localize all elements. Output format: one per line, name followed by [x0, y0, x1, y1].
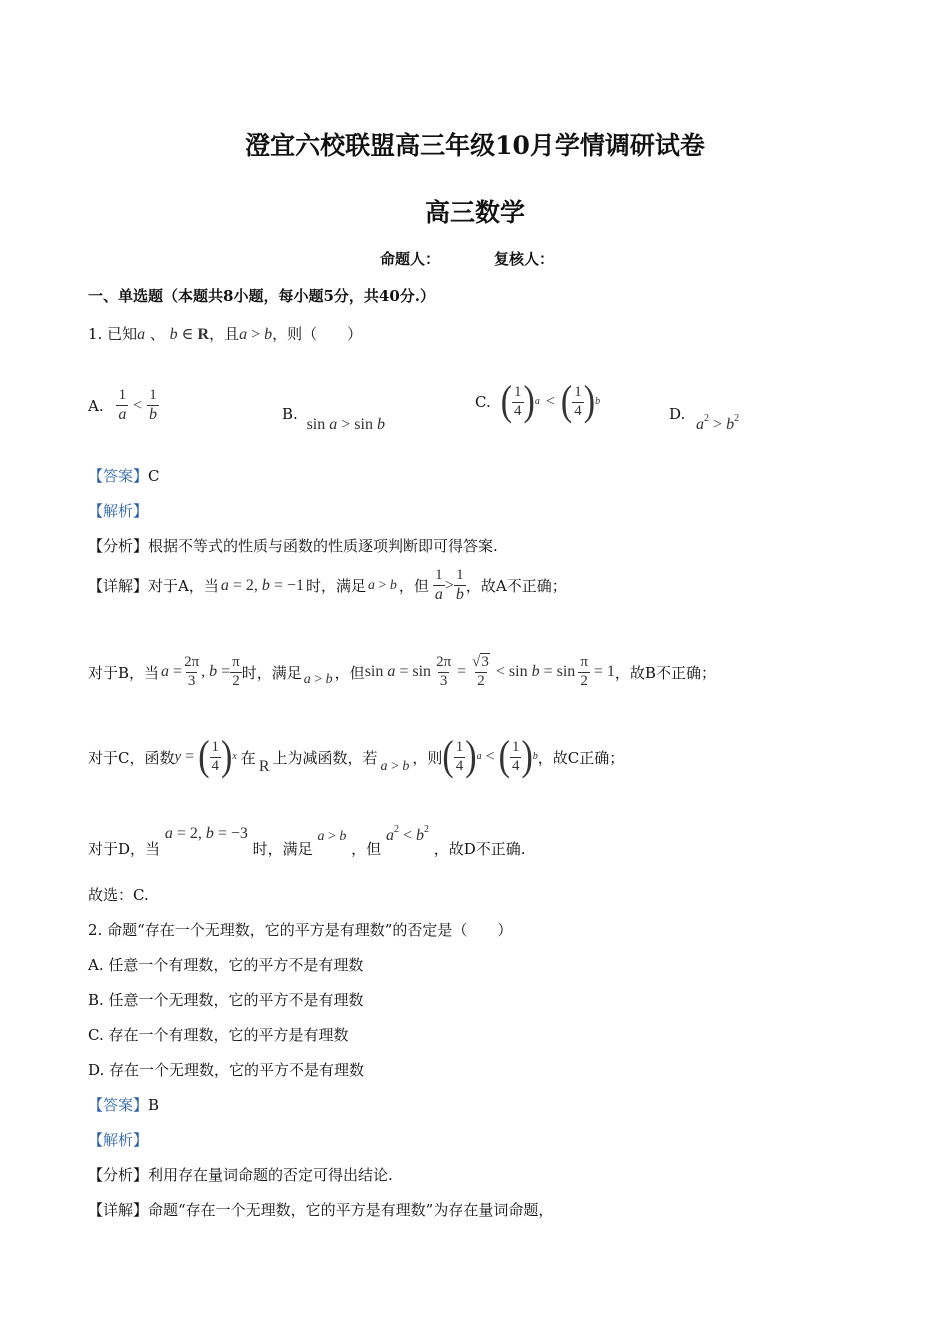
q2-answer — [88, 1094, 159, 1115]
q1-detail-c-text-3: 上为减函数，若 — [272, 748, 378, 767]
q1-detail-c: 对于C，函数 y = ( $\frac{1}{4}$ ) x 在 R 上为减函数，若 a > b ，则 ( $\frac{1}{4}$ ) a < ( $\frac{1}{4}$ ) b ，故C正确； — [88, 733, 625, 780]
q1-detail-a-text-3: ，但 — [398, 577, 429, 596]
q2-option-b: B. 任意一个无理数，它的平方不是有理数 — [88, 991, 364, 1009]
q1-stem: 1. 已知a 、 b ∈ R，且a > b，则（ ） — [88, 325, 363, 343]
q1-detail-d-text-2: 时，满足 — [252, 840, 313, 858]
q1-detail-b-text-2: 时，满足 — [241, 663, 302, 682]
q1-detail-c-text-5: ，故C正确； — [537, 748, 625, 767]
q1-option-c-label: C. — [475, 393, 491, 412]
reviewer-label: 复核人： — [494, 250, 555, 268]
q1-detail-b-text-1: 对于B，当 — [88, 663, 160, 682]
q1-detail-a: 【详解】 对于A，当 a = 2, b = −1 时，满足 a > b ，但 $\frac{1}{a}$ > $\frac{1}{b}$ ，故A不正确； — [88, 567, 567, 603]
q1-set-condition: b — [169, 326, 178, 343]
q1-condition: a — [239, 326, 248, 343]
q1-option-b: B. sin a > sin b — [282, 405, 385, 433]
q1-option-d-label: D. — [669, 405, 686, 423]
q1-detail-c-text-4: ，则 — [412, 748, 443, 767]
q1-detail-c-text-1: 对于C，函数 — [88, 748, 175, 767]
q2-option-d: D. 存在一个无理数，它的平方不是有理数 — [88, 1061, 365, 1079]
q1-detail-b-text-3: ，但 — [334, 663, 365, 682]
q1-stem-text-c: ，则（ ） — [272, 325, 363, 343]
q2-stem: 2. 命题“存在一个无理数，它的平方是有理数”的否定是（ ） — [88, 921, 513, 939]
q1-option-a-label: A. — [88, 396, 104, 415]
q1-detail-a-text-2: 时，满足 — [305, 577, 366, 596]
q1-detail-c-domain: R — [258, 758, 270, 776]
q2-explain-tag: 【解析】 — [88, 1131, 149, 1149]
q2-option-a: A. 任意一个有理数，它的平方不是有理数 — [88, 956, 364, 974]
q1-option-b-label: B. — [282, 405, 298, 423]
q1-detail-b: 对于B，当 a = $\frac{2\pi}{3}$ , b = $\frac{\pi}{2}$ 时，满足 a > b ，但 sin a = sin $\frac{2\pi}{3}$ = $\frac{√3}{2}$ < sin b = sin $\frac{\pi}{2}$ = 1 ，故B不正确； — [88, 654, 716, 689]
q2-option-c: C. 存在一个有理数，它的平方是有理数 — [88, 1026, 349, 1044]
q1-conclusion: 故选：C. — [88, 886, 149, 904]
q1-detail-d-text-4: ，故D不正确. — [433, 840, 526, 858]
q2-detail — [88, 1199, 553, 1220]
q1-analysis-tag: 【分析】 — [88, 537, 149, 555]
q1-option-d: D. $a^2 > b^2$ — [669, 405, 740, 433]
q1-detail-d-text-1: 对于D，当 — [88, 840, 161, 858]
q1-analysis — [88, 535, 498, 556]
q1-stem-text-a: 1. 已知 — [88, 325, 138, 343]
exam-title: 澄宜六校联盟高三年级10月学情调研试卷 — [245, 131, 705, 160]
q2-detail-text: 命题“存在一个无理数，它的平方是有理数”为存在量词命题， — [148, 1201, 554, 1219]
q2-analysis-text: 利用存在量词命题的否定可得出结论. — [148, 1166, 393, 1184]
q2-analysis — [88, 1164, 393, 1185]
q1-answer-value: C — [148, 467, 160, 485]
proposer-label: 命题人： — [380, 250, 441, 268]
q1-stem-sep: 、 — [149, 325, 165, 343]
q1-detail-d-text-3: ，但 — [351, 840, 382, 858]
q1-detail-b-text-4: ，故B不正确； — [614, 663, 716, 682]
q1-analysis-text: 根据不等式的性质与函数的性质逐项判断即可得答案. — [148, 537, 498, 555]
q1-explain-tag: 【解析】 — [88, 502, 149, 520]
q1-detail-d: 对于D，当 a = 2, b = −3 时，满足 a > b ，但 $a^2 < b^2$ ，故D不正确. — [88, 824, 526, 858]
q1-stem-text-b: ，且 — [209, 325, 240, 343]
q1-detail-a-text-1: 对于A，当 — [148, 577, 219, 596]
q1-option-a: A. $\frac{1}{a}$ < $\frac{1}{b}$ — [88, 387, 157, 423]
q2-answer-tag: 【答案】 — [88, 1096, 149, 1114]
q1-option-c: C. ( $\frac{1}{4}$ ) a < ( $\frac{1}{4}$ ) b — [475, 378, 601, 425]
q2-analysis-tag: 【分析】 — [88, 1166, 149, 1184]
q1-answer-tag: 【答案】 — [88, 467, 149, 485]
q1-answer — [88, 465, 160, 486]
q1-detail-a-text-4: ，故A不正确； — [465, 577, 567, 596]
q1-detail-tag: 【详解】 — [88, 577, 149, 596]
q1-var-a: a — [137, 326, 146, 343]
q1-detail-c-text-2: 在 — [240, 748, 256, 767]
subject-title: 高三数学 — [424, 198, 525, 227]
q2-detail-tag: 【详解】 — [88, 1201, 149, 1219]
q2-answer-value: B — [148, 1096, 160, 1114]
section-heading: 一、单选题（本题共8小题，每小题5分，共40分.） — [88, 287, 435, 305]
